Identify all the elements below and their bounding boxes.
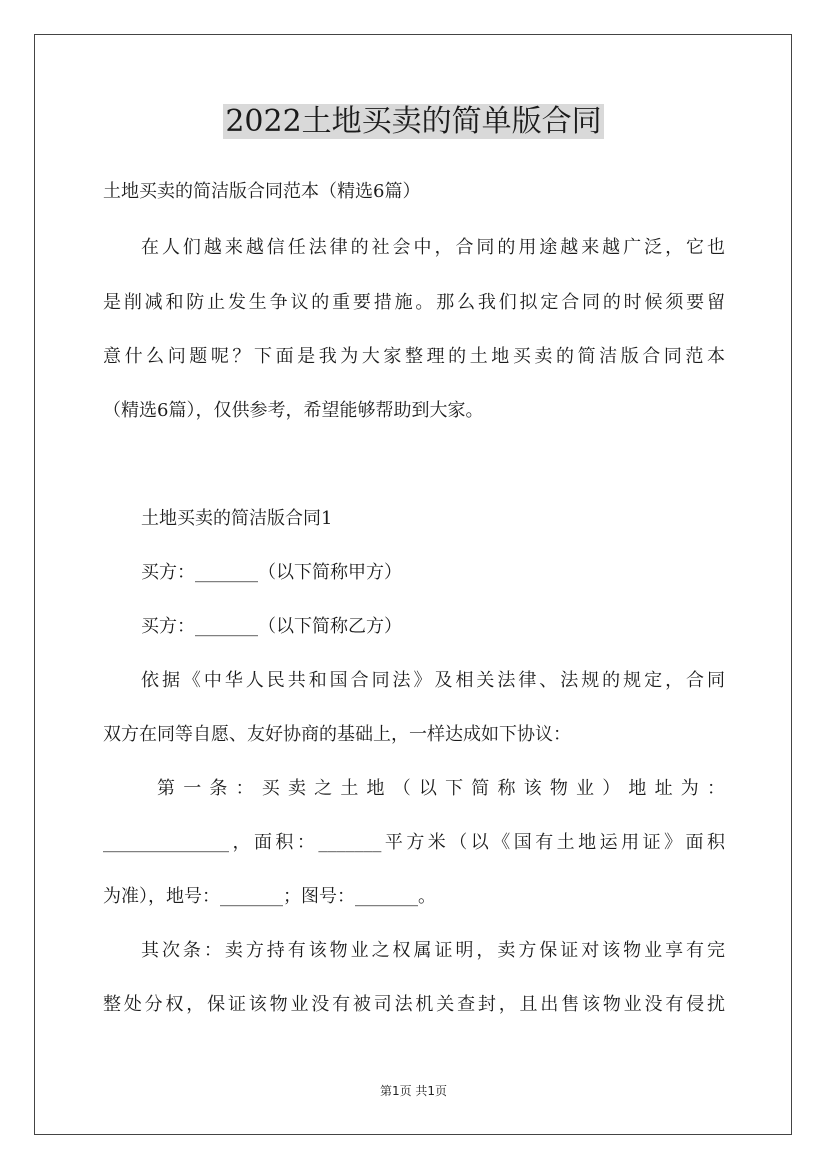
contract-heading: 土地买卖的简洁版合同1 <box>141 508 333 529</box>
page-footer: 第1页 共1页 <box>379 1084 448 1098</box>
article1-line-3: 为准），地号：_______；图号：_______。 <box>103 886 436 907</box>
document-title-text: 2022土地买卖的简单版合同 <box>225 104 602 139</box>
article2-line-1: 其次条：卖方持有该物业之权属证明，卖方保证对该物业享有完 <box>141 940 725 961</box>
document-title <box>0 100 827 144</box>
article1-line-1: 第一条：买卖之土地（以下简称该物业）地址为： <box>157 778 725 799</box>
intro-line-2: 是削减和防止发生争议的重要措施。那么我们拟定合同的时候须要留 <box>103 292 725 313</box>
basis-line-2: 双方在同等自愿、友好协商的基础上，一样达成如下协议： <box>103 724 571 745</box>
article1-line-2: ______________，面积：_______平方米（以《国有土地运用证》面积 <box>103 832 725 853</box>
intro-line-1: 在人们越来越信任法律的社会中，合同的用途越来越广泛，它也 <box>141 237 725 258</box>
subtitle: 土地买卖的简洁版合同范本（精选6篇） <box>103 181 421 202</box>
intro-line-3: 意什么问题呢？下面是我为大家整理的土地买卖的简洁版合同范本 <box>103 346 725 367</box>
party-b-line: 买方：_______（以下简称乙方） <box>141 616 402 637</box>
basis-line-1: 依据《中华人民共和国合同法》及相关法律、法规的规定，合同 <box>141 670 725 691</box>
intro-line-4: （精选6篇），仅供参考，希望能够帮助到大家。 <box>103 400 484 421</box>
article2-line-2: 整处分权，保证该物业没有被司法机关查封，且出售该物业没有侵扰 <box>103 994 725 1015</box>
party-a-line: 买方：_______（以下简称甲方） <box>141 562 402 583</box>
